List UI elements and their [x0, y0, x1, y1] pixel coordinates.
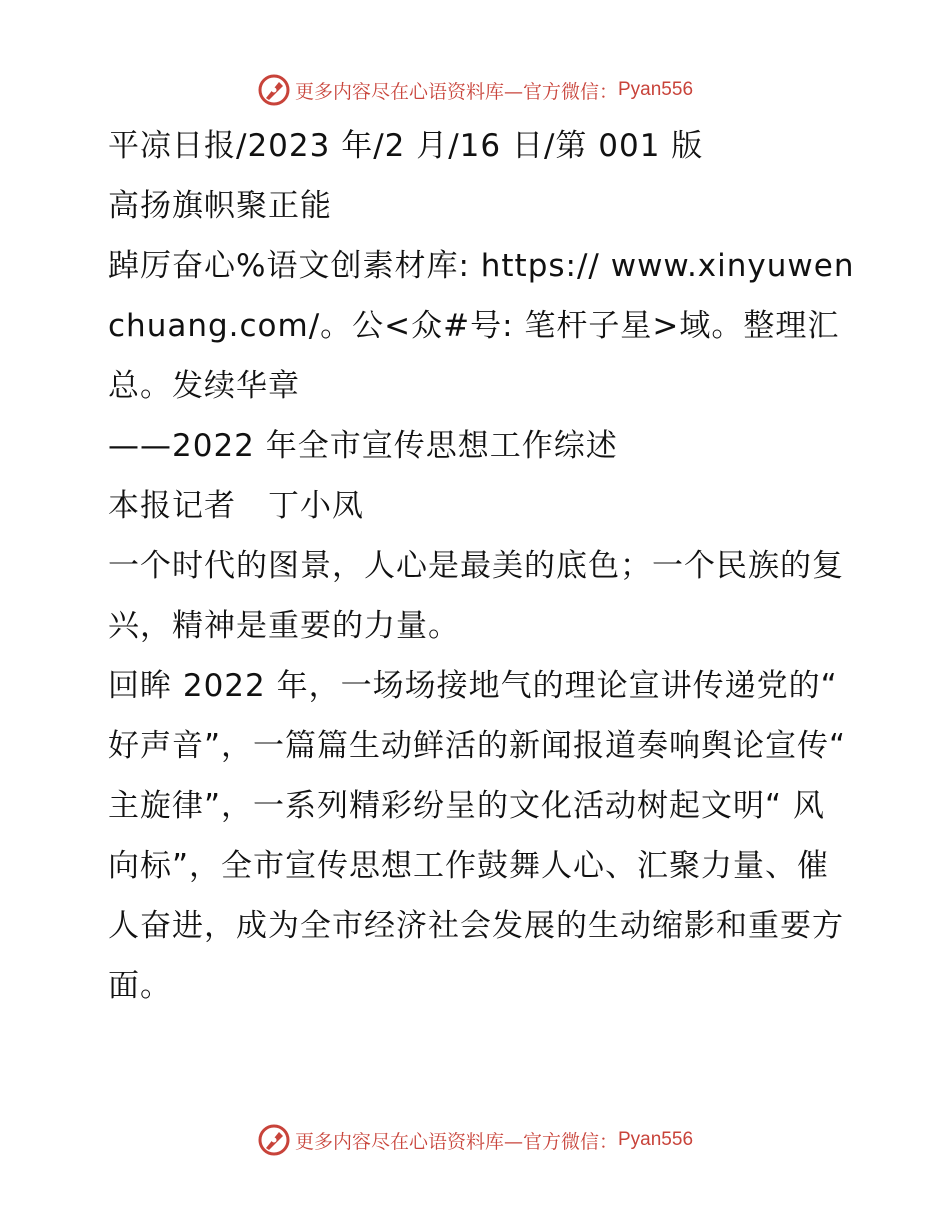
wechat-id: Pyan556 [618, 1129, 694, 1150]
subhead: 踔厉奋心%语文创素材库: https:// www.xinyuwenchuang.com/。公<众#号: 笔杆子星>域。整理汇总。发续华章 [108, 248, 855, 404]
source-line: 平凉日报/2023 年/2 月/16 日/第 001 版 [108, 128, 704, 164]
paragraph: 一个时代的图景，人心是最美的底色；一个民族的复兴，精神是重要的力量。 [108, 548, 844, 644]
header-watermark-banner [0, 70, 950, 110]
footer-watermark-banner [0, 1120, 950, 1160]
paragraph: 回眸 2022 年，一场场接地气的理论宣讲传递党的“ 好声音”，一篇篇生动鲜活的新闻报道奏响舆论宣传“ 主旋律”，一系列精彩纷呈的文化活动树起文明“ 风向标”，全市宣传思想工作鼓舞人心、汇聚力量、催人奋进，成为全市经济社会发展的生动缩影和重要方面。 [108, 668, 847, 1004]
wechat-id: Pyan556 [618, 79, 694, 100]
pen-nib-circle-icon [257, 73, 291, 107]
subhead-summary: ——2022 年全市宣传思想工作综述 [108, 428, 618, 464]
byline: 本报记者 丁小凤 [108, 488, 364, 524]
headline: 高扬旗帜聚正能 [108, 188, 332, 224]
article-body [96, 116, 856, 1016]
pen-nib-circle-icon [257, 1123, 291, 1157]
promo-text: 更多内容尽在心语资料库—官方微信： [294, 1130, 618, 1153]
promo-text: 更多内容尽在心语资料库—官方微信： [294, 80, 618, 103]
